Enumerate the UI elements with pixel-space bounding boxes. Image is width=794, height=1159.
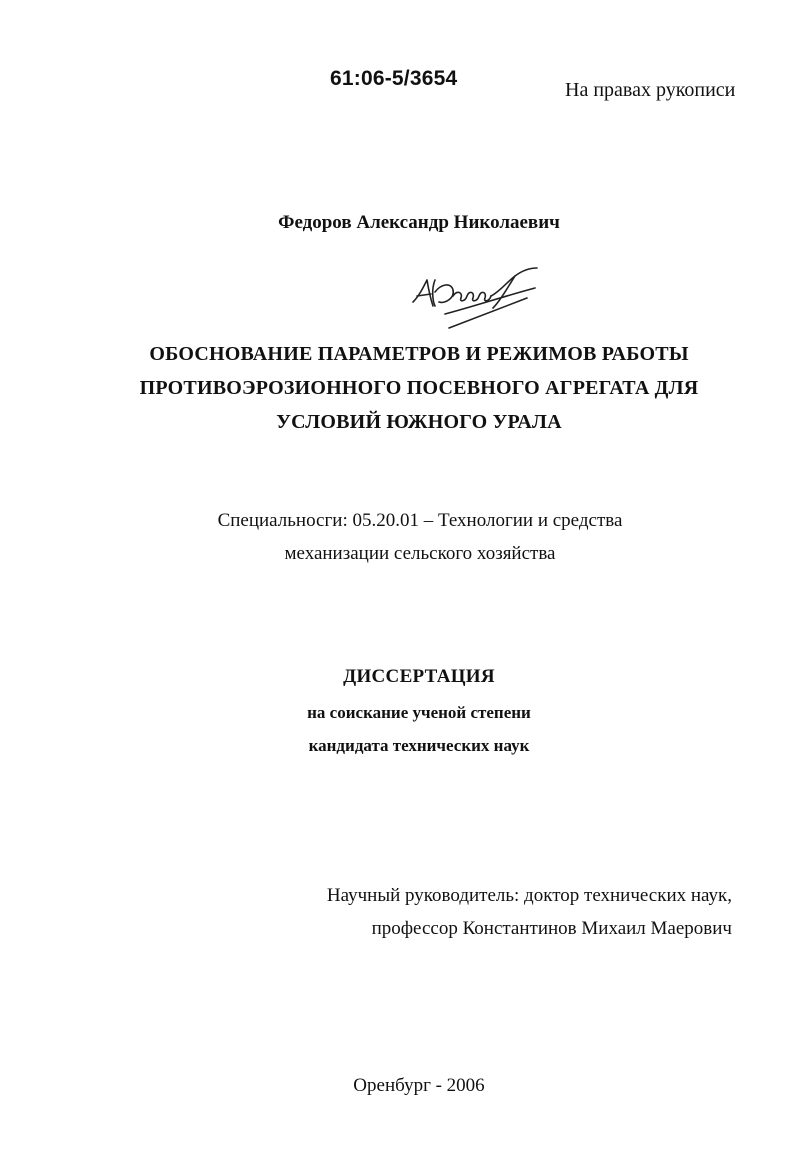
rights-note: На правах рукописи [565, 79, 736, 101]
city-year: Оренбург - 2006 [353, 1075, 485, 1096]
author-name: Федоров Александр Николаевич [278, 212, 560, 233]
supervisor-line: Научный руководитель: доктор технических наук, [326, 885, 732, 906]
specialty-line: Специальносги: 05.20.01 – Технологии и средства [217, 510, 623, 531]
thesis-title-line: ПРОТИВОЭРОЗИОННОГО ПОСЕВНОГО АГРЕГАТА ДЛЯ [139, 377, 699, 399]
thesis-title-line: ОБОСНОВАНИЕ ПАРАМЕТРОВ И РЕЖИМОВ РАБОТЫ [149, 343, 689, 365]
signature-icon [405, 262, 555, 342]
specialty-line: механизации сельского хозяйства [284, 543, 556, 564]
supervisor-line: профессор Константинов Михаил Маерович [371, 918, 732, 939]
registry-code: 61:06-5/3654 [330, 67, 458, 90]
degree-line: кандидата технических наук [308, 736, 530, 755]
dissertation-label: ДИССЕРТАЦИЯ [343, 666, 495, 687]
thesis-title-line: УСЛОВИЙ ЮЖНОГО УРАЛА [276, 411, 562, 433]
degree-line: на соискание ученой степени [307, 703, 531, 722]
